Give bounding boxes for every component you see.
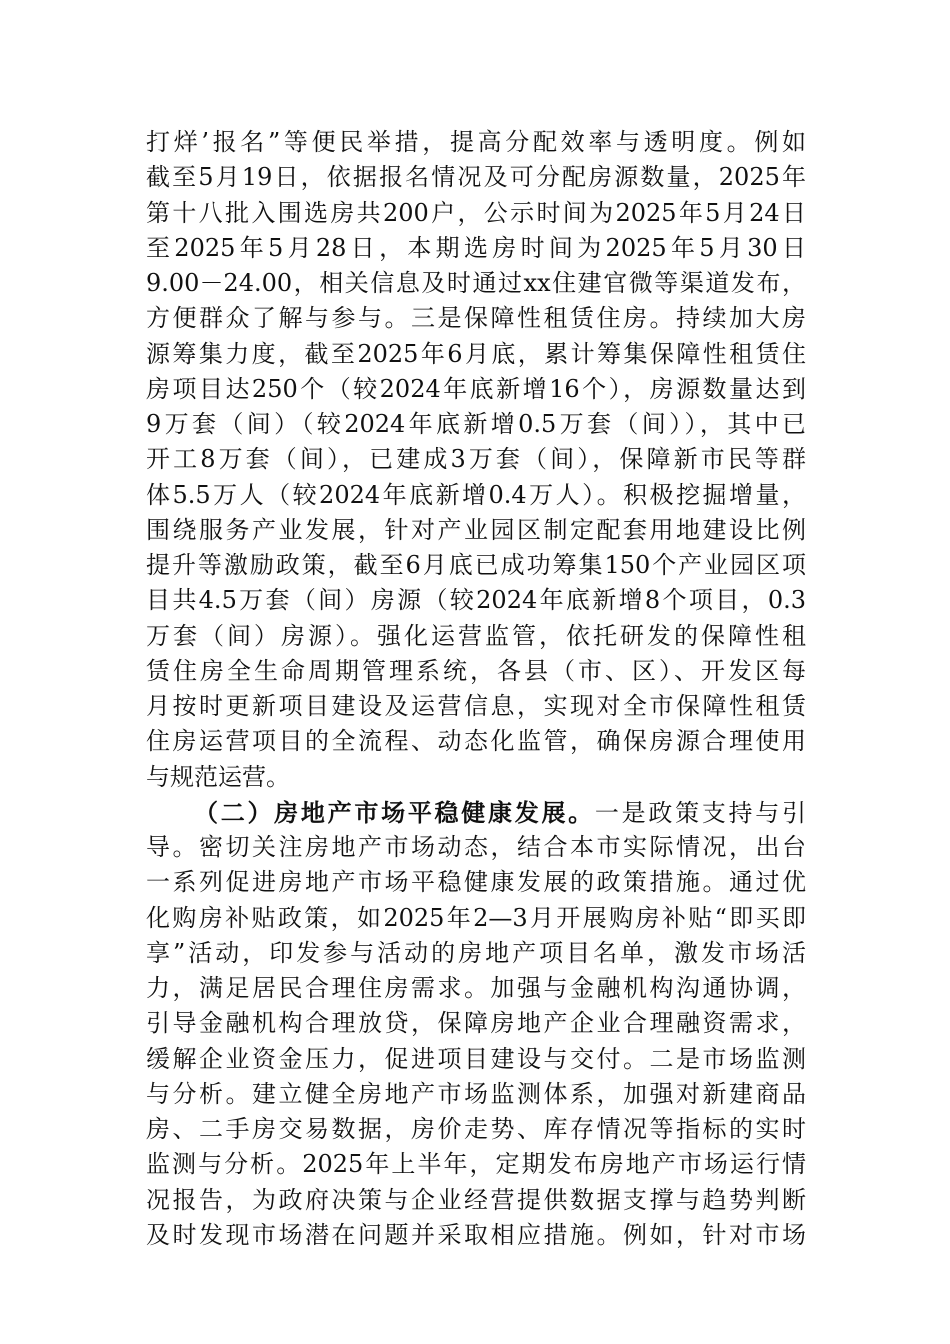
paragraph-real-estate-market (146, 795, 806, 1253)
text-line: 第十八批入围选房共200户，公示时间为2025年5月24日 (146, 198, 806, 227)
text-line: 赁住房全生命周期管理系统，各县（市、区）、开发区每 (146, 656, 806, 685)
paragraph-affordable-rental-housing (146, 125, 806, 795)
text-line: 缓解企业资金压力，促进项目建设与交付。二是市场监测 (146, 1044, 806, 1073)
text-line: 住房运营项目的全流程、动态化监管，确保房源合理使用 (146, 727, 806, 756)
text-line: 至2025年5月28日，本期选房时间为2025年5月30日 (146, 233, 806, 262)
heading-line-rest: 一是政策支持与引 (594, 798, 806, 827)
text-line: 力，满足居民合理住房需求。加强与金融机构沟通协调， (146, 974, 806, 1002)
text-line: 方便群众了解与参与。三是保障性租赁住房。持续加大房 (146, 304, 806, 333)
text-line: 目共4.5万套（间）房源（较2024年底新增8个项目，0.3 (146, 586, 806, 615)
section-heading: （二）房地产市场平稳健康发展。 (194, 797, 595, 827)
text-line: 导。密切关注房地产市场动态，结合本市实际情况，出台 (146, 833, 806, 861)
text-line: 围绕服务产业发展，针对产业园区制定配套用地建设比例 (146, 515, 806, 544)
text-line: 与分析。建立健全房地产市场监测体系，加强对新建商品 (146, 1079, 806, 1108)
text-line: 9万套（间）（较2024年底新增0.5万套（间）），其中已 (146, 410, 806, 438)
text-line: 开工8万套（间），已建成3万套（间），保障新市民等群 (146, 445, 806, 474)
text-line: 房项目达250个（较2024年底新增16个），房源数量达到 (146, 374, 806, 403)
text-line: 9.00－24.00，相关信息及时通过xx住建官微等渠道发布， (146, 269, 806, 297)
text-line: 引导金融机构合理放贷，保障房地产企业合理融资需求， (146, 1009, 806, 1038)
text-line: 房、二手房交易数据，房价走势、库存情况等指标的实时 (146, 1115, 806, 1143)
text-line: 监测与分析。2025年上半年，定期发布房地产市场运行情 (146, 1150, 806, 1179)
text-line: 源筹集力度，截至2025年6月底，累计筹集保障性租赁住 (146, 339, 806, 368)
text-line: 万套（间）房源）。强化运营监管，依托研发的保障性租 (146, 621, 806, 650)
text-line: 体5.5万人（较2024年底新增0.4万人）。积极挖掘增量， (146, 480, 806, 509)
text-line: 化购房补贴政策，如2025年2—3月开展购房补贴“即买即 (146, 903, 806, 932)
text-line: 打烊’报名”等便民举措，提高分配效率与透明度。例如 (146, 128, 806, 156)
text-line: 截至5月19日，依据报名情况及可分配房源数量，2025年 (146, 163, 806, 192)
text-line: 享”活动，印发参与活动的房地产项目名单，激发市场活 (146, 938, 806, 967)
text-line: 一系列促进房地产市场平稳健康发展的政策措施。通过优 (146, 868, 806, 897)
text-line: 与规范运营。 (146, 762, 290, 791)
paragraph-first-line (146, 795, 806, 830)
text-line: 况报告，为政府决策与企业经营提供数据支撑与趋势判断 (146, 1185, 806, 1214)
text-line: 提升等激励政策，截至6月底已成功筹集150个产业园区项 (146, 551, 806, 579)
text-line: 及时发现市场潜在问题并采取相应措施。例如，针对市场 (146, 1220, 806, 1249)
document-body (146, 125, 806, 1253)
text-line: 月按时更新项目建设及运营信息，实现对全市保障性租赁 (146, 692, 806, 720)
